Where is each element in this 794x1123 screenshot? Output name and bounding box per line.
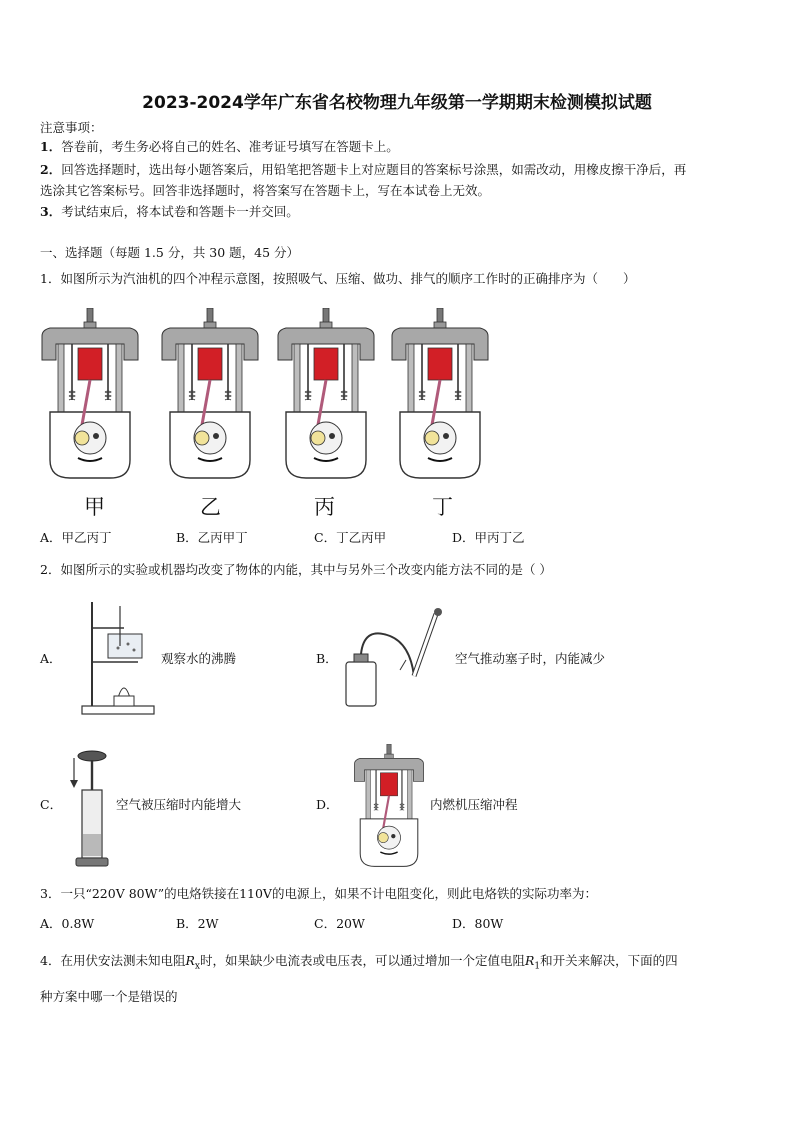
notice-item-1 <box>40 139 399 155</box>
boiling-water-apparatus <box>78 598 158 720</box>
var-r1-subscript: 1 <box>534 961 541 972</box>
engine-label-yi: 乙 <box>200 495 221 519</box>
q2-option-d-caption: 内燃机压缩冲程 <box>430 797 518 812</box>
q4-stem-line2: 种方案中哪一个是错误的 <box>40 989 178 1004</box>
notice-heading: 注意事项： <box>40 120 103 135</box>
section-heading: 一、选择题（每题 1.5 分，共 30 题，45 分） <box>40 245 300 260</box>
notice-item-3-text: 考试结束后，将本试卷和答题卡一并交回。 <box>61 204 299 219</box>
q2-option-b-letter[interactable]: B． <box>316 651 338 666</box>
q2-option-c-letter[interactable]: C． <box>40 797 63 812</box>
q4-stem-part-c: 和开关来解决，下面的四 <box>540 953 678 968</box>
var-rx-subscript: x <box>194 961 200 972</box>
q4-stem-part-a: 4．在用伏安法测未知电阻 <box>40 953 186 968</box>
q2-option-a-caption: 观察水的沸腾 <box>161 651 237 666</box>
notice-item-2 <box>40 162 686 178</box>
engine-compression-diagram <box>348 744 430 870</box>
q1-option-a[interactable]: A．甲乙丙丁 <box>40 530 112 545</box>
q3-option-b[interactable]: B．2W <box>176 916 219 931</box>
engine-diagram-jia <box>40 308 142 483</box>
engine-diagram-yi <box>160 308 262 483</box>
air-compression-cylinder <box>62 748 112 870</box>
notice-item-3 <box>40 204 299 220</box>
notice-item-1-text: 答卷前，考生务必将自己的姓名、准考证号填写在答题卡上。 <box>61 139 399 154</box>
engine-diagram-bing <box>276 308 378 483</box>
engine-label-ding: 丁 <box>432 495 453 519</box>
q3-option-a[interactable]: A．0.8W <box>40 916 95 931</box>
engine-diagram-ding <box>390 308 492 483</box>
q4-stem-part-b: 时，如果缺少电流表或电压表，可以通过增加一个定值电阻 <box>199 953 525 968</box>
q2-stem: 2．如图所示的实验或机器均改变了物体的内能，其中与另外三个改变内能方法不同的是（ ） <box>40 562 552 577</box>
q4-stem <box>40 953 678 975</box>
engine-label-bing: 丙 <box>314 495 335 519</box>
notice-item-2-cont: 选涂其它答案标号。回答非选择题时，将答案写在答题卡上，写在本试卷上无效。 <box>40 183 491 198</box>
engine-label-jia: 甲 <box>84 495 105 519</box>
var-rx: R <box>185 953 195 968</box>
q2-option-a-letter[interactable]: A． <box>40 651 62 666</box>
q3-option-c[interactable]: C．20W <box>314 916 365 931</box>
notice-item-3-num: 3． <box>40 204 62 219</box>
q1-option-c[interactable]: C．丁乙丙甲 <box>314 530 387 545</box>
q2-option-b-caption: 空气推动塞子时，内能减少 <box>455 651 606 666</box>
var-r1: R <box>524 953 535 968</box>
q1-stem: 1．如图所示为汽油机的四个冲程示意图，按照吸气、压缩、做功、排气的顺序工作时的正确排序为（ ） <box>40 271 636 286</box>
page-title: 2023-2024学年广东省名校物理九年级第一学期期末检测模拟试题 <box>142 93 652 113</box>
air-pump-bottle-apparatus <box>340 606 450 711</box>
q3-option-d[interactable]: D．80W <box>452 916 504 931</box>
notice-item-2-text: 回答选择题时，选出每小题答案后，用铅笔把答题卡上对应题目的答案标号涂黑，如需改动，用橡皮擦干净后，再 <box>61 162 687 177</box>
q3-stem: 3．一只“220V 80W”的电烙铁接在110V的电源上，如果不计电阻变化，则此电烙铁的实际功率为： <box>40 886 597 901</box>
q1-option-b[interactable]: B．乙丙甲丁 <box>176 530 248 545</box>
notice-item-1-num: 1． <box>40 139 62 154</box>
q2-option-d-letter[interactable]: D． <box>316 797 339 812</box>
notice-item-2-num: 2． <box>40 162 62 177</box>
q2-option-c-caption: 空气被压缩时内能增大 <box>116 797 242 812</box>
q1-option-d[interactable]: D．甲丙丁乙 <box>452 530 525 545</box>
